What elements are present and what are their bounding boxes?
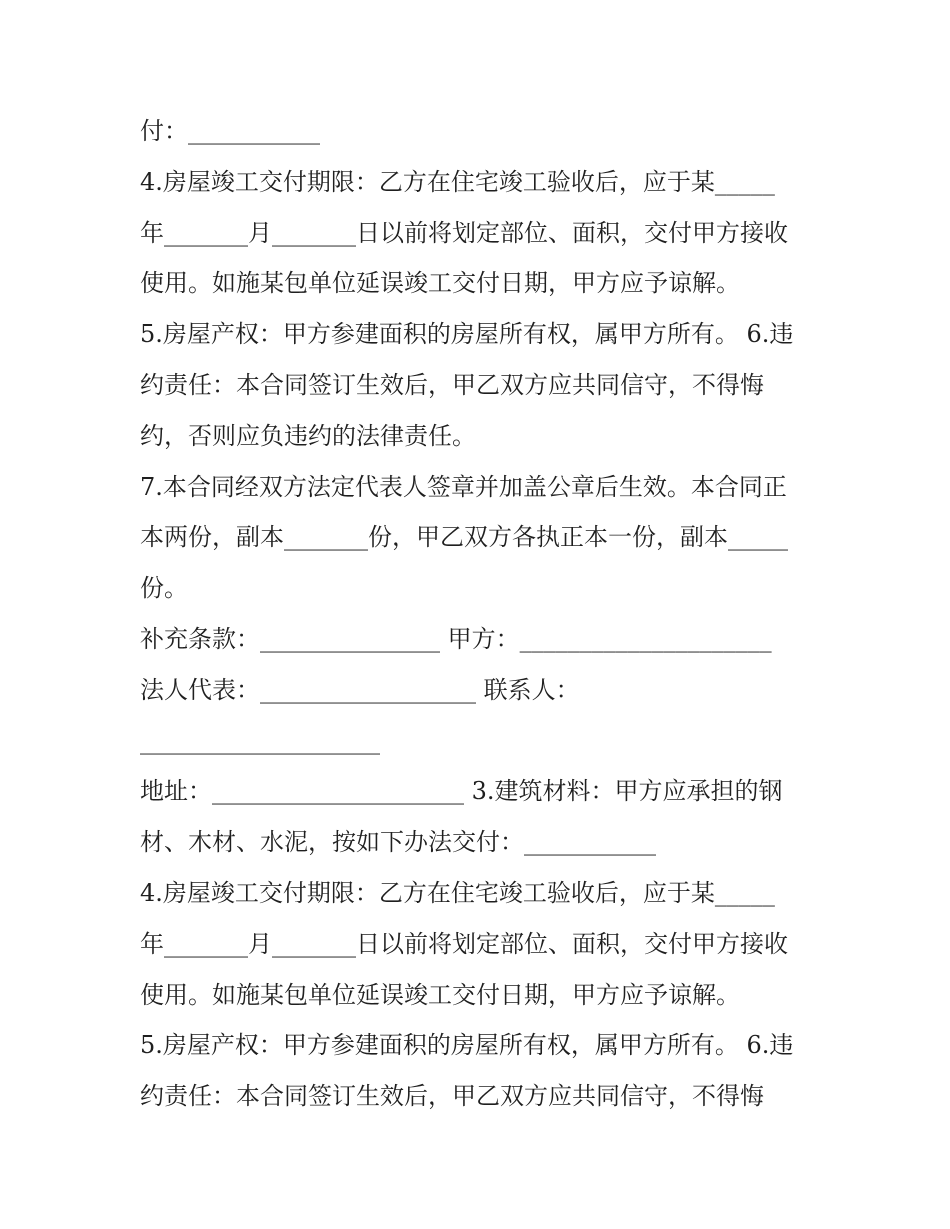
text-line: 5.房屋产权：甲方参建面积的房屋所有权，属甲方所有。 6.违: [140, 1031, 794, 1060]
text-line: ____________________: [140, 726, 380, 755]
text-line: 本两份，副本_______份，甲乙双方各执正本一份，副本_____: [140, 523, 788, 552]
contract-text: [140, 106, 820, 1122]
text-line: 付：___________: [140, 117, 320, 145]
text-line: 年_______月_______日以前将划定部位、面积，交付甲方接收: [140, 218, 788, 247]
text-line: 7.本合同经双方法定代表人签章并加盖公章后生效。本合同正: [140, 472, 787, 501]
text-line: 5.房屋产权：甲方参建面积的房屋所有权，属甲方所有。 6.违: [140, 320, 794, 349]
text-line: 年_______月_______日以前将划定部位、面积，交付甲方接收: [140, 929, 788, 958]
text-line: 使用。如施某包单位延误竣工交付日期，甲方应予谅解。: [140, 269, 740, 298]
text-line: 地址：_____________________ 3.建筑材料：甲方应承担的钢: [140, 777, 783, 806]
text-line: 约责任：本合同签订生效后，甲乙双方应共同信守，不得悔: [140, 370, 764, 399]
text-line: 约，否则应负违约的法律责任。: [140, 421, 476, 450]
text-line: 约责任：本合同签订生效后，甲乙双方应共同信守，不得悔: [140, 1082, 764, 1111]
text-line: 补充条款：_______________ 甲方：_____________________: [140, 624, 772, 653]
text-line: 4.房屋竣工交付期限：乙方在住宅竣工验收后，应于某_____: [140, 167, 775, 196]
text-line: 法人代表：__________________ 联系人：: [140, 675, 580, 704]
text-line: 份。: [140, 574, 188, 603]
text-line: 4.房屋竣工交付期限：乙方在住宅竣工验收后，应于某_____: [140, 878, 775, 907]
text-line: 材、木材、水泥，按如下办法交付：___________: [140, 828, 656, 857]
text-line: 使用。如施某包单位延误竣工交付日期，甲方应予谅解。: [140, 980, 740, 1009]
